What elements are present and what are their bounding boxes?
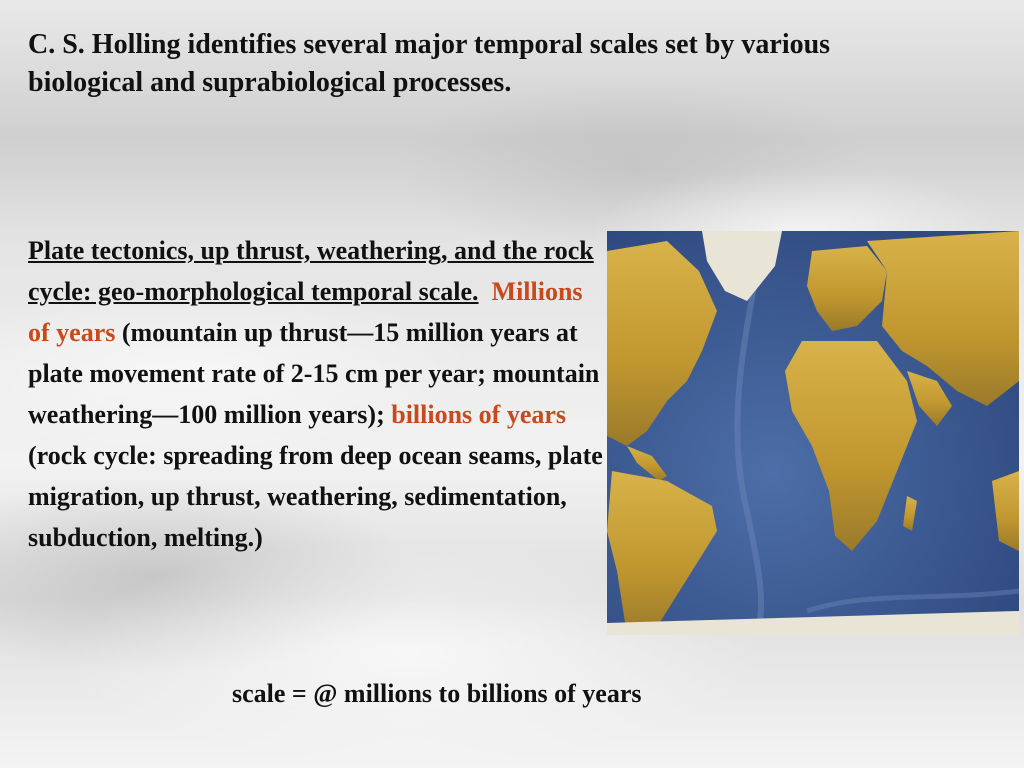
slide-title: C. S. Holling identifies several major temporal scales set by various biological and suprabiological processes. [28, 29, 831, 98]
body-text-2: (rock cycle: spreading from deep ocean seams, plate migration, up thrust, weathering, sedimentation, subduction, melting.) [28, 441, 603, 552]
body-text-1: (mountain up thrust—15 million years at plate movement rate of 2-15 cm per year; mountain weathering—100 million years); [28, 318, 600, 429]
body-paragraph [28, 230, 603, 558]
world-map-image [607, 231, 1019, 635]
underlined-heading: Plate tectonics, up thrust, weathering, and the rock cycle: geo-morphological temporal scale. [28, 236, 594, 306]
highlight-millions: Millions of years [28, 277, 583, 347]
world-map-svg [607, 231, 1019, 635]
highlight-billions: billions of years [391, 400, 567, 429]
scale-line: scale = @ millions to billions of years [232, 679, 642, 708]
